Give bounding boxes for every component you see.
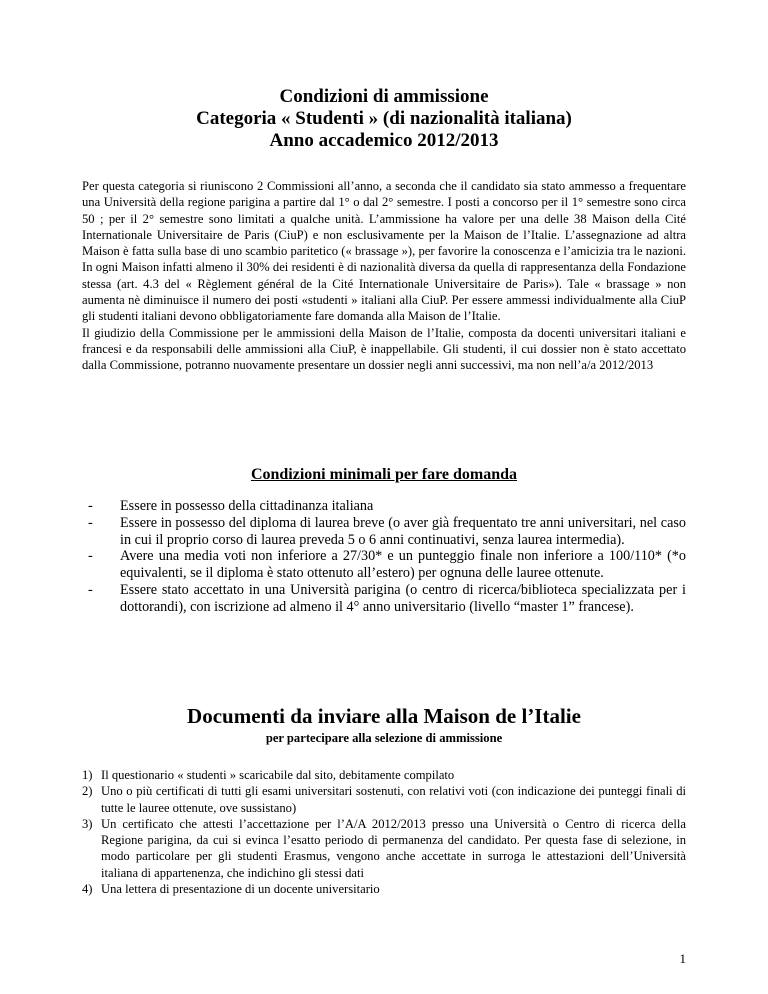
list-number: 3) (82, 816, 93, 831)
documents-heading: Documenti da inviare alla Maison de l’Italie (187, 704, 581, 728)
list-item: - Avere una media voti non inferiore a 27/30* e un punteggio finale non inferiore a 100/110* (*o equivalenti, se il diploma è stato ottenuto all’estero) per ognuna delle lauree ottenute. (88, 548, 686, 582)
title-line-1: Condizioni di ammissione (279, 86, 489, 107)
list-item-text: Una lettera di presentazione di un docente universitario (101, 882, 380, 897)
list-item (82, 783, 686, 816)
minimal-conditions-list (88, 498, 686, 616)
title-line-3: Anno accademico 2012/2013 (269, 130, 499, 151)
list-item (82, 881, 686, 897)
title-line-2: Categoria « Studenti » (di nazionalità italiana) (196, 108, 572, 129)
list-number: 1) (82, 768, 93, 782)
intro-paragraph-2: Il giudizio della Commissione per le ammissioni della Maison de l’Italie, composta da docenti universitari italiani e francesi e da responsabili delle ammissioni alla CiuP, è inappellabile. Gli studenti, il cui dossier non è stato accettato dalla Commissione, potranno nuovamente presentare un dossier negli anni successivi, ma non nell’a/a 2012/2013 (82, 325, 686, 373)
intro-paragraph-1: Per questa categoria si riuniscono 2 Commissioni all’anno, a seconda che il candidato sia stato ammesso a frequentare una Università della regione parigina a partire dal 1° o dal 2° semestre. I posti a concorso per il 1° semestre sono circa 50 ; per il 2° semestre sono limitati a qualche unità. L’ammissione ha valore per una delle 38 Maison della Cité Internationale Universitaire de Paris (CiuP) e non esclusivamente per la Maison de l’Italie. L’assegnazione ad altra Maison è fatta sulla base di uno scambio paritetico (« brassage »), per favorire la conoscenza e l’amicizia tra le nazioni. In ogni Maison infatti almeno il 30% dei residenti è di nazionalità diversa da quella di rappresentanza della Fondazione stessa (art. 4.3 del « Règlement général de la Cité Internationale Universitaire de Paris»). Tale « brassage » non aumenta nè diminuisce il numero dei posti «studenti » italiani alla CiuP. Per essere ammessi individualmente alla CiuP gli studenti italiani devono obbligatoriamente fare domanda alla Maison de l’Italie. (82, 179, 686, 324)
documents-subheading: per partecipare alla selezione di ammissione (265, 731, 503, 745)
list-item: - Essere in possesso della cittadinanza italiana (88, 498, 686, 515)
list-item-text: Uno o più certificati di tutti gli esami universitari sostenuti, con relativi voti (con indicazione dei punteggi finali di tutte le lauree ottenute, ove sussistano) (101, 784, 686, 815)
list-item-text: Un certificato che attesti l’accettazione per l’A/A 2012/2013 presso una Università o Centro di ricerca della Regione parigina, da cui si evinca l’esatto periodo di permanenza del candidato. Per questa fase di selezione, in modo particolare per gli studenti Erasmus, vengono anche accettate in surroga le attestazioni dell’Università italiana di appartenenza, che indichino gli stessi dati (101, 816, 686, 880)
document-title (0, 86, 768, 152)
list-number: 4) (82, 882, 93, 897)
list-item (82, 767, 686, 783)
page-number: 1 (679, 951, 686, 966)
list-item-text: Il questionario « studenti » scaricabile dal sito, debitamente compilato (101, 768, 455, 782)
minimal-conditions-heading: Condizioni minimali per fare domanda (250, 466, 518, 483)
list-item (82, 816, 686, 881)
intro-section (82, 178, 686, 374)
list-item: - Essere in possesso del diploma di laurea breve (o aver già frequentato tre anni universitari, nel caso in cui il proprio corso di laurea preveda 5 o 6 anni continuativi, senza laurea intermedia). (88, 515, 686, 549)
list-number: 2) (82, 784, 93, 799)
list-item: - Essere stato accettato in una Università parigina (o centro di ricerca/biblioteca specializzata per i dottorandi), con iscrizione ad almeno il 4° anno universitario (livello “master 1” francese). (88, 582, 686, 616)
documents-list (82, 767, 686, 897)
